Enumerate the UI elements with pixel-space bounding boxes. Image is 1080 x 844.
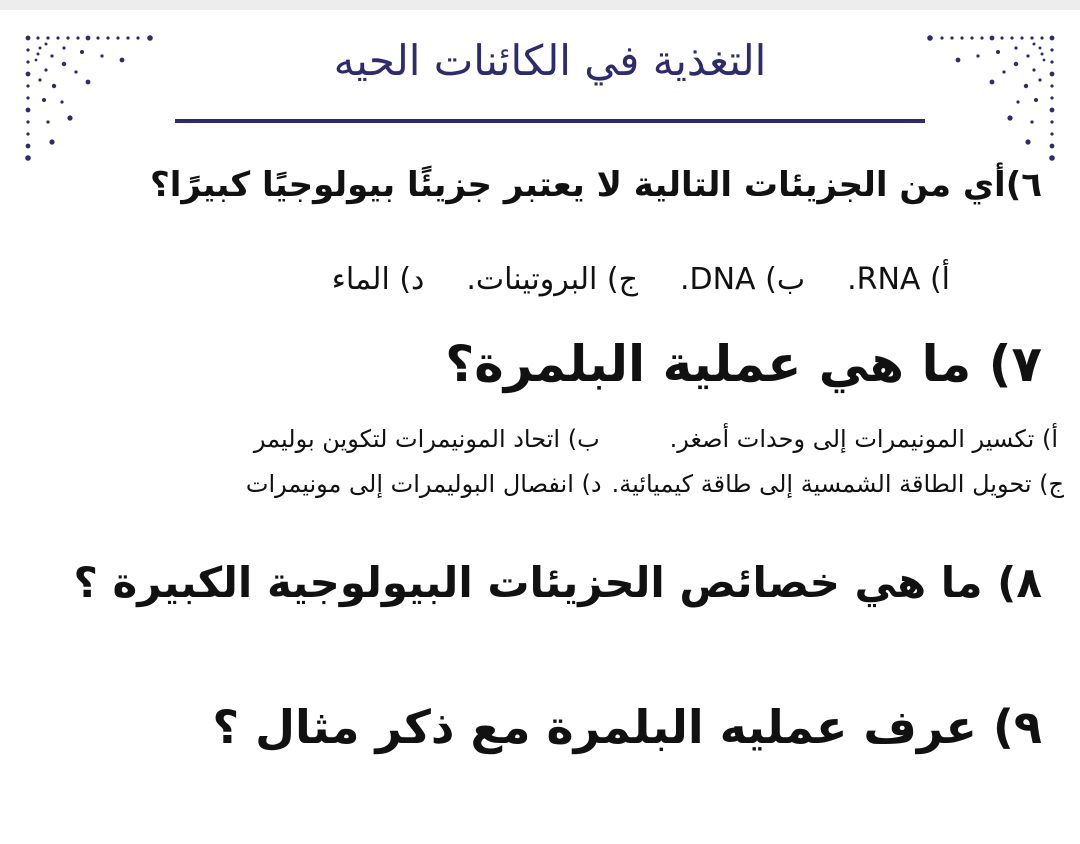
dotted-rays-left-decoration — [18, 30, 158, 165]
q7-option-a: أ) تكسير المونيمرات إلى وحدات أصغر. — [669, 425, 1058, 453]
q7-option-d: د) انفصال البوليمرات إلى مونيمرات — [245, 470, 602, 498]
question-9: ٩) عرف عمليه البلمرة مع ذكر مثال ؟ — [212, 700, 1042, 754]
question-6: ٦)أي من الجزيئات التالية لا يعتبر جزيئًا بيولوجيًا كبيرًا؟ — [150, 165, 1042, 205]
q6-option-b: ب) DNA. — [679, 262, 806, 297]
q6-option-d: د) الماء — [331, 262, 425, 297]
question-6-options — [332, 262, 950, 297]
title-underline — [175, 119, 925, 123]
question-7-options-row-2 — [246, 470, 1064, 498]
dotted-rays-right-decoration — [922, 30, 1062, 165]
q6-option-c: ج) البروتينات. — [466, 262, 638, 297]
q6-option-a: أ) RNA. — [847, 262, 950, 297]
q7-option-c: ج) تحويل الطاقة الشمسية إلى طاقة كيميائية. — [611, 470, 1064, 498]
question-7-options-row-1 — [254, 425, 1058, 453]
top-strip — [0, 0, 1080, 10]
question-7: ٧) ما هي عملية البلمرة؟ — [445, 335, 1042, 393]
page-title: التغذية في الكائنات الحيه — [333, 36, 767, 85]
question-8: ٨) ما هي خصائص الحزيئات البيولوجية الكبيرة ؟ — [73, 558, 1042, 607]
q7-option-b: ب) اتحاد المونيمرات لتكوين بوليمر — [253, 425, 600, 453]
